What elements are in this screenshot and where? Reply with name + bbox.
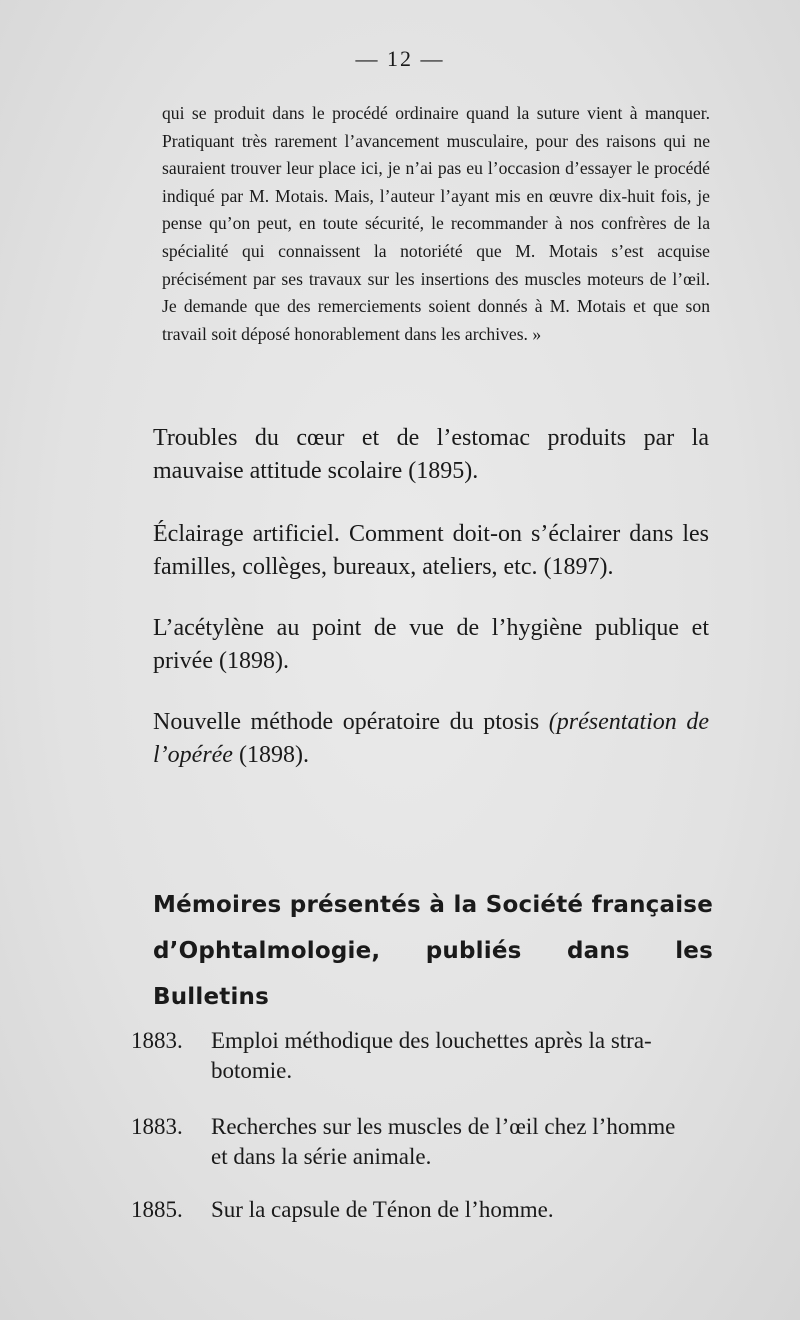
memoir-line: Recherches sur les muscles de l’œil chez l’homme bbox=[211, 1114, 676, 1139]
entry-text: L’acétylène au point de vue de l’hygiène publique et privée (1898). bbox=[153, 615, 709, 674]
memoir-year: 1883. bbox=[131, 1028, 183, 1053]
memoir-text bbox=[211, 1112, 716, 1172]
publication-entry bbox=[153, 422, 709, 488]
memoir-text bbox=[211, 1195, 716, 1225]
publication-entry bbox=[153, 518, 709, 584]
memoir-line: Emploi méthodique des louchettes après la stra- bbox=[211, 1028, 652, 1053]
memoir-line: botomie. bbox=[211, 1058, 293, 1083]
memoir-entry bbox=[131, 1112, 716, 1172]
page-number: — 12 — bbox=[355, 46, 445, 71]
entry-text: Nouvelle méthode opératoire du ptosis bbox=[153, 709, 540, 735]
entry-text: Éclairage artificiel. Comment doit-on s’éclairer dans les familles, collèges, bureaux, ateliers, etc. (1897). bbox=[153, 521, 709, 580]
publication-entry bbox=[153, 706, 709, 772]
memoir-year: 1883. bbox=[131, 1114, 183, 1139]
entry-year: (1898). bbox=[238, 742, 309, 768]
section-heading: Mémoires présentés à la Société française d’Ophtalmologie, publiés dans les Bulletins bbox=[153, 892, 713, 1010]
memoir-year: 1885. bbox=[131, 1197, 183, 1222]
quote-paragraph: qui se produit dans le procédé ordinaire quand la suture vient à manquer. Pratiquant très rarement l’avancement musculaire, pour des raisons qui ne sauraient trouver leur place ici, je n’ai pas eu l’occasion d’essayer le procédé indiqué par M. Motais. Mais, l’auteur l’ayant mis en œuvre dix-huit fois, je pense qu’on peut, en toute sécurité, le recommander à nos confrères de la spécialité qui connaissent la notoriété que M. Motais s’est acquise précisément par ses travaux sur les insertions des muscles moteurs de l’œil. Je demande que des remerciements soient donnés à M. Motais et que son travail soit déposé honorablement dans les archives. » bbox=[162, 103, 710, 344]
memoir-entry bbox=[131, 1195, 716, 1225]
memoir-text bbox=[211, 1026, 716, 1086]
memoir-line: Sur la capsule de Ténon de l’homme. bbox=[211, 1197, 554, 1222]
entry-text: Troubles du cœur et de l’estomac produits par la mauvaise attitude scolaire (1895). bbox=[153, 425, 709, 484]
publication-entry bbox=[153, 612, 709, 678]
entry-italic: (présentation de l’opérée bbox=[153, 709, 710, 768]
memoir-line: et dans la série animale. bbox=[211, 1144, 432, 1169]
memoir-entry bbox=[131, 1026, 716, 1086]
